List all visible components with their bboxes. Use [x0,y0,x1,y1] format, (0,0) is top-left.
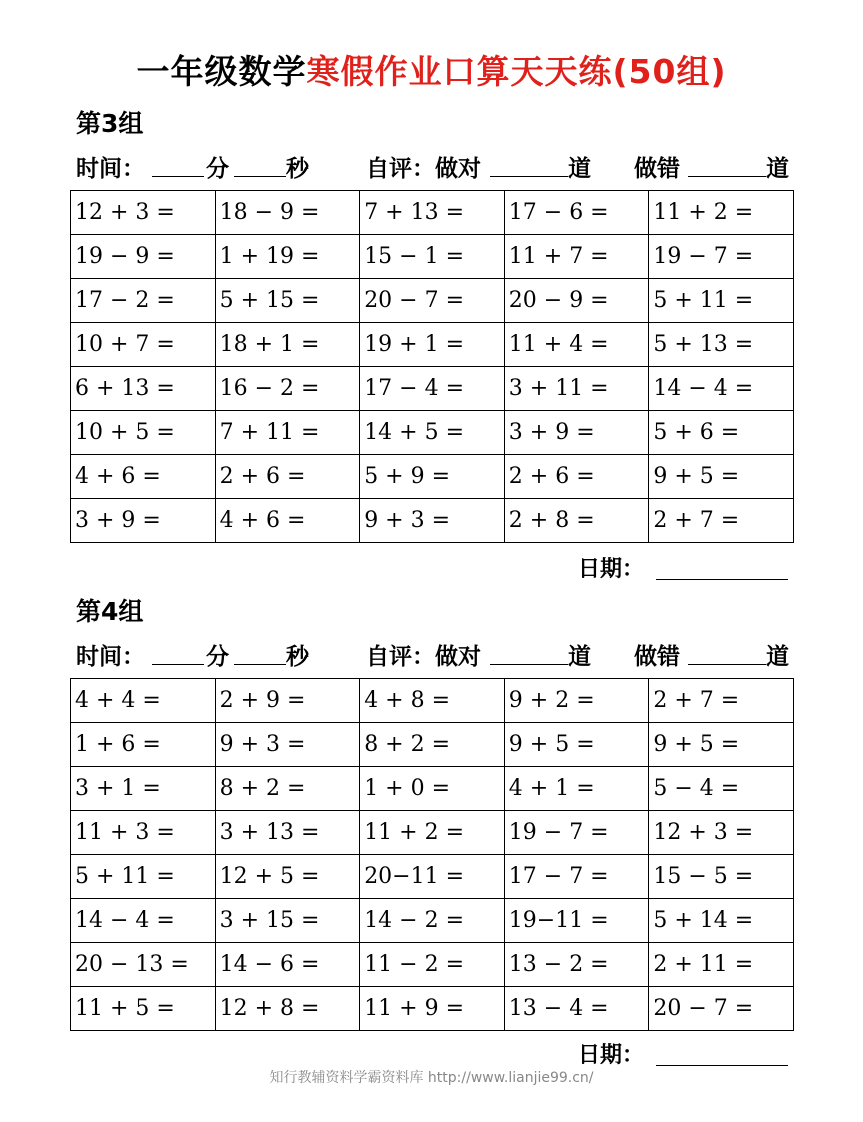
score-line [76,150,794,184]
table-row [71,943,794,987]
table-row [71,767,794,811]
problem-cell[interactable]: 17 − 6 = [504,191,649,235]
problem-cell[interactable]: 1 + 6 = [71,723,216,767]
problem-cell[interactable]: 5 − 4 = [649,767,794,811]
problem-cell[interactable]: 2 + 7 = [649,679,794,723]
problem-cell[interactable]: 20 − 7 = [360,279,505,323]
problem-cell[interactable]: 14 − 6 = [215,943,360,987]
minutes-blank[interactable] [152,664,204,665]
problem-cell[interactable]: 13 − 4 = [504,987,649,1031]
date-field [578,552,794,582]
table-row [71,723,794,767]
problem-cell[interactable]: 11 − 2 = [360,943,505,987]
correct-blank[interactable] [490,176,568,177]
table-row [71,899,794,943]
problem-cell[interactable]: 9 + 3 = [360,499,505,543]
self-eval-label: 自评：做对 [366,644,481,670]
table-row [71,455,794,499]
problem-cell[interactable]: 13 − 2 = [504,943,649,987]
problem-cell[interactable]: 2 + 6 = [215,455,360,499]
problem-cell[interactable]: 5 + 14 = [649,899,794,943]
table-row [71,411,794,455]
problem-cell[interactable]: 20 − 7 = [649,987,794,1031]
problem-cell[interactable]: 15 − 1 = [360,235,505,279]
problem-cell[interactable]: 12 + 3 = [71,191,216,235]
table-row [71,987,794,1031]
wrong-label: 做错 [634,156,680,182]
problem-cell[interactable]: 10 + 7 = [71,323,216,367]
table-row [71,191,794,235]
problem-cell[interactable]: 9 + 3 = [215,723,360,767]
problem-cell[interactable]: 11 + 7 = [504,235,649,279]
problem-cell[interactable]: 11 + 2 = [649,191,794,235]
problem-cell[interactable]: 14 − 2 = [360,899,505,943]
problem-cell[interactable]: 3 + 9 = [504,411,649,455]
problem-cell[interactable]: 11 + 3 = [71,811,216,855]
problem-cell[interactable]: 15 − 5 = [649,855,794,899]
problem-cell[interactable]: 4 + 6 = [71,455,216,499]
problem-cell[interactable]: 2 + 11 = [649,943,794,987]
problem-cell[interactable]: 2 + 9 = [215,679,360,723]
table-row [71,811,794,855]
wrong-blank[interactable] [688,664,766,665]
problem-cell[interactable]: 10 + 5 = [71,411,216,455]
group-title: 第4组 [76,597,144,626]
problem-cell[interactable]: 11 + 2 = [360,811,505,855]
problem-cell[interactable]: 3 + 11 = [504,367,649,411]
problem-cell[interactable]: 5 + 9 = [360,455,505,499]
time-label: 时间： [76,156,145,182]
problem-cell[interactable]: 1 + 0 = [360,767,505,811]
problem-cell[interactable]: 6 + 13 = [71,367,216,411]
problem-cell[interactable]: 5 + 13 = [649,323,794,367]
date-blank[interactable] [656,1065,788,1066]
problem-grid [70,190,794,543]
problem-cell[interactable]: 17 − 2 = [71,279,216,323]
problem-cell[interactable]: 4 + 6 = [215,499,360,543]
problem-cell[interactable]: 4 + 1 = [504,767,649,811]
date-blank[interactable] [656,579,788,580]
wrong-unit: 道 [766,156,789,182]
problem-cell[interactable]: 17 − 7 = [504,855,649,899]
group-4 [70,592,794,1082]
problem-cell[interactable]: 3 + 9 = [71,499,216,543]
problem-cell[interactable]: 2 + 6 = [504,455,649,499]
problem-cell[interactable]: 12 + 5 = [215,855,360,899]
problem-cell[interactable]: 19 − 7 = [504,811,649,855]
correct-unit: 道 [568,156,591,182]
problem-cell[interactable]: 11 + 5 = [71,987,216,1031]
table-row [71,279,794,323]
problem-cell[interactable]: 2 + 7 = [649,499,794,543]
seconds-label: 秒 [286,644,309,670]
problem-cell[interactable]: 8 + 2 = [215,767,360,811]
minutes-blank[interactable] [152,176,204,177]
problem-cell[interactable]: 1 + 19 = [215,235,360,279]
problem-cell[interactable]: 2 + 8 = [504,499,649,543]
seconds-blank[interactable] [234,176,286,177]
table-row [71,499,794,543]
problem-cell[interactable]: 4 + 4 = [71,679,216,723]
date-field [578,1038,794,1068]
problem-cell[interactable]: 11 + 9 = [360,987,505,1031]
problem-cell[interactable]: 9 + 5 = [649,455,794,499]
problem-cell[interactable]: 11 + 4 = [504,323,649,367]
problem-cell[interactable]: 14 − 4 = [71,899,216,943]
group-3 [70,104,794,594]
time-label: 时间： [76,644,145,670]
problem-cell[interactable]: 9 + 5 = [649,723,794,767]
correct-unit: 道 [568,644,591,670]
problem-cell[interactable]: 14 + 5 = [360,411,505,455]
problem-cell[interactable]: 3 + 1 = [71,767,216,811]
minutes-label: 分 [206,644,229,670]
problem-cell[interactable]: 9 + 2 = [504,679,649,723]
title-red: 寒假作业口算天天练(50组) [306,52,727,91]
wrong-blank[interactable] [688,176,766,177]
problem-cell[interactable]: 7 + 11 = [215,411,360,455]
problem-cell[interactable]: 19 − 7 = [649,235,794,279]
problem-cell[interactable]: 19 + 1 = [360,323,505,367]
table-row [71,679,794,723]
problem-cell[interactable]: 12 + 3 = [649,811,794,855]
problem-cell[interactable]: 4 + 8 = [360,679,505,723]
problem-cell[interactable]: 16 − 2 = [215,367,360,411]
table-row [71,235,794,279]
problem-cell[interactable]: 17 − 4 = [360,367,505,411]
table-row [71,367,794,411]
seconds-blank[interactable] [234,664,286,665]
problem-cell[interactable]: 9 + 5 = [504,723,649,767]
self-eval-label: 自评：做对 [366,156,481,182]
problem-cell[interactable]: 20 − 9 = [504,279,649,323]
minutes-label: 分 [206,156,229,182]
problem-cell[interactable]: 19−11 = [504,899,649,943]
wrong-unit: 道 [766,644,789,670]
problem-cell[interactable]: 19 − 9 = [71,235,216,279]
problem-cell[interactable]: 5 + 6 = [649,411,794,455]
date-label: 日期： [578,1043,645,1068]
problem-cell[interactable]: 18 + 1 = [215,323,360,367]
wrong-label: 做错 [634,644,680,670]
problem-cell[interactable]: 14 − 4 = [649,367,794,411]
correct-blank[interactable] [490,664,568,665]
seconds-label: 秒 [286,156,309,182]
problem-cell[interactable]: 12 + 8 = [215,987,360,1031]
problem-cell[interactable]: 3 + 15 = [215,899,360,943]
group-title: 第3组 [76,109,144,138]
problem-cell[interactable]: 8 + 2 = [360,723,505,767]
problem-cell[interactable]: 5 + 15 = [215,279,360,323]
problem-cell[interactable]: 18 − 9 = [215,191,360,235]
problem-grid [70,678,794,1031]
score-line [76,638,794,672]
problem-cell[interactable]: 20−11 = [360,855,505,899]
problem-cell[interactable]: 3 + 13 = [215,811,360,855]
date-label: 日期： [578,557,645,582]
title-black: 一年级数学 [136,52,307,91]
problem-cell[interactable]: 7 + 13 = [360,191,505,235]
table-row [71,323,794,367]
problem-cell[interactable]: 5 + 11 = [71,855,216,899]
problem-cell[interactable]: 20 − 13 = [71,943,216,987]
problem-cell[interactable]: 5 + 11 = [649,279,794,323]
table-row [71,855,794,899]
page-title [0,46,863,93]
footer-watermark: 知行教辅资料学霸资料库 http://www.lianjie99.cn/ [269,1070,594,1086]
